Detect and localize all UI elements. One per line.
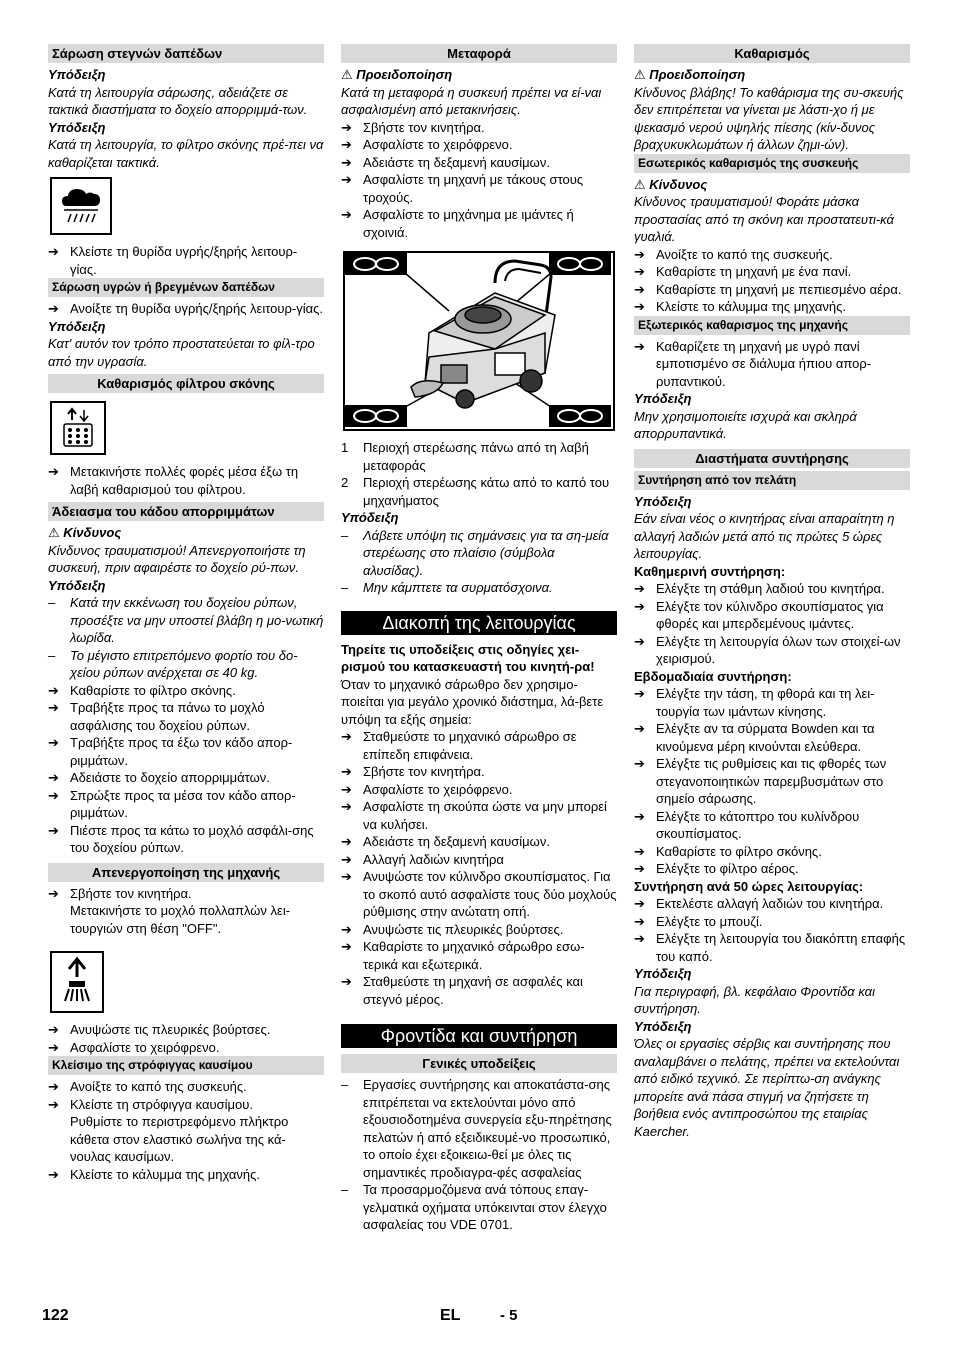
dash-item: – Το μέγιστο επιτρεπόμενο φορτίο του δο-χείου ρύπων ανέρχεται σε 40 kg.: [48, 647, 298, 680]
step-item: ➔ Ελέγξτε τις ρυθμίσεις και τις φθορές των στεγανοποιητικών παρεμβυσμάτων στο σημείο σάρωσης.: [634, 756, 887, 806]
step-item: ➔ Ασφαλίστε το χειρόφρενο.: [341, 781, 513, 797]
figure-legend-item: 2 Περιοχή στερέωσης κάτω από το καπό του μηχανήματος: [341, 475, 610, 508]
sweeper-illustration: [411, 261, 555, 408]
note-text: Κατ' αυτόν τον τρόπο προστατεύεται το φίλ-τρο από την υγρασία.: [48, 336, 315, 369]
section-outer-cleaning: Εξωτερικός καθαρισμος της μηχανής: [634, 316, 910, 335]
danger-label: ⚠ Κίνδυνος: [634, 176, 708, 192]
step-item: ➔ Σπρώξτε προς τα μέσα τον κάδο απορ-ριμμάτων.: [48, 787, 296, 820]
note-label: Υπόδειξη: [48, 67, 106, 82]
note-text: Κατά τη λειτουργία, το φίλτρο σκόνης πρέ-πει να καθαρίζεται τακτικά.: [48, 137, 324, 170]
step-item: ➔ Ελέγξτε τον κύλινδρο σκουπίσματος για φθορές και μπερδεμένους ιμάντες.: [634, 598, 884, 631]
intro-text: Όταν το μηχανικό σάρωθρο δεν χρησιμο-ποιείται για μεγάλο χρονικό διάστημα, λά-βετε υπόψη τα εξής σημεία:: [341, 676, 604, 727]
step-item: ➔ Σταθμεύστε τη μηχανή σε ασφαλές και στεγνό μέρος.: [341, 974, 583, 1007]
page-number: 122: [42, 1307, 69, 1324]
step-item: ➔ Ελέγξτε το κάτοπτρο του κυλίνδρου σκουπίσματος.: [634, 808, 860, 841]
step-item: ➔ Ελέγξτε τη λειτουργία όλων των στοιχεί-ων χειρισμού.: [634, 633, 901, 666]
dry-mode-icon: [50, 177, 112, 235]
warning-text: Κίνδυνος βλάβης! Το καθάρισμα της συ-σκευής δεν επιτρέπεται να γίνεται με λάστι-χο ή με ψεκασμό νερού υψηλής πίεσης (κίν-δυνος βραχυκυκλωμάτων ή άλλων ζημι-ών).: [634, 84, 904, 152]
section-general-notes: Γενικές υποδείξεις: [341, 1054, 617, 1073]
section-dry-sweeping: Σάρωση στεγνών δαπέδων: [48, 44, 324, 63]
step-item: ➔ Αδειάστε τη δεξαμενή καυσίμων.: [341, 154, 550, 170]
section-fuel-valve: Κλείσιμο της στρόφιγγας καυσίμου: [48, 1056, 324, 1075]
section-empty-container: Άδειασμα του κάδου απορριμμάτων: [48, 502, 324, 521]
warning-label: ⚠ Προειδοποίηση: [341, 67, 453, 82]
column-1: [48, 44, 324, 1183]
step-item: ➔ Ελέγξτε το φίλτρο αέρος.: [634, 861, 799, 876]
note-label: Υπόδειξη: [634, 1018, 692, 1034]
dash-item: – Τα προσαρμοζόμενα ανά τόπους επαγ-γελματικά οχήματα υπόκεινται στον έλεγχο ασφαλείας του VDE 0701.: [341, 1182, 607, 1232]
step-item: ➔ Αδειάστε τη δεξαμενή καυσίμων.: [341, 834, 550, 849]
warning-label: ⚠ Προειδοποίηση: [634, 67, 746, 82]
section-cleaning: Καθαρισμός: [634, 44, 910, 63]
note-label: Υπόδειξη: [48, 577, 106, 593]
note-text: Κατά τη λειτουργία σάρωσης, αδειάζετε σε τακτικά διαστήματα το δοχείο απορριμμά-των.: [48, 84, 308, 117]
raise-brush-icon: [50, 951, 104, 1013]
section-inner-cleaning: Εσωτερικός καθαρισμός της συσκευής: [634, 154, 910, 173]
dash-item: – Κατά την εκκένωση του δοχείου ρύπων, προσέξτε να μην υποστεί βλάβη η μο-νωτική λωρίδα.: [48, 595, 324, 645]
dash-item: – Μην κάμπτετε τα συρματόσχοινα.: [341, 580, 553, 595]
sub-page-number: - 5: [500, 1307, 518, 1324]
step-item: ➔ Καθαρίστε το μηχανικό σάρωθρο εσω-τερικά και εξωτερικά.: [341, 939, 585, 972]
step-item: ➔ Κλείστε τη θυρίδα υγρής/ξηρής λειτουρ-γίας.: [48, 244, 298, 277]
step-item: ➔ Εκτελέστε αλλαγή λαδιών του κινητήρα.: [634, 896, 884, 911]
step-item: ➔ Καθαρίστε το φίλτρο σκόνης.: [48, 682, 236, 698]
step-item: ➔ Ελέγξτε το μπουζί.: [634, 913, 763, 929]
section-maintenance-intervals: Διαστήματα συντήρησης: [634, 449, 910, 468]
step-item: ➔ Κλείστε το κάλυμμα της μηχανής.: [634, 299, 847, 314]
chapter-care-maintenance: Φροντίδα και συντήρηση: [341, 1024, 617, 1048]
step-item: ➔ Ασφαλίστε το μηχάνημα με ιμάντες ή σχοινιά.: [341, 207, 574, 240]
note-label: Υπόδειξη: [634, 966, 692, 981]
note-label: Υπόδειξη: [634, 493, 692, 509]
step-item: ➔ Τραβήξτε προς τα έξω τον κάδο απορ-ριμμάτων.: [48, 735, 293, 768]
filter-shake-icon: [50, 401, 106, 455]
section-machine-off: Απενεργοποίηση της μηχανής: [48, 863, 324, 882]
note-text: Όλες οι εργασίες σέρβις και συντήρησης που αναλαμβάνει ο πελάτης, πρέπει να εκτελούνται από ειδικό τεχνικό. Σε περίπτω-ση ανάγκης μπορείτε ανά πάσα στιγμή να ζητήσετε τη βοήθεια ενός αντιπροσώπου της εταιρίας Kaercher.: [634, 1036, 900, 1139]
step-item: ➔ Ανοίξτε το καπό της συσκευής.: [634, 246, 833, 262]
note-label: Υπόδειξη: [341, 510, 399, 525]
step-item: ➔ Κλείστε το κάλυμμα της μηχανής.: [48, 1166, 261, 1182]
section-customer-maintenance: Συντήρηση από τον πελάτη: [634, 471, 910, 490]
section-transport: Μεταφορά: [341, 44, 617, 63]
column-3: [634, 44, 910, 1140]
warning-text: Κατά τη μεταφορά η συσκευή πρέπει να εί-ναι ασφαλισμένη από μετακινήσεις.: [341, 84, 602, 117]
language-code: EL: [440, 1307, 461, 1324]
warning-icon: ⚠: [341, 67, 353, 82]
step-item: ➔ Σβήστε τον κινητήρα.: [48, 885, 192, 901]
step-item: ➔ Ανοίξτε το καπό της συσκευής.: [48, 1079, 247, 1094]
note-text: Εάν είναι νέος ο κινητήρας είναι απαραίτητη η αλλαγή λαδιών μετά από τις πρώτες 5 ώρες λειτουργίας.: [634, 511, 895, 561]
step-item: ➔ Ασφαλίστε τη σκούπα ώστε να μην μπορεί να κυλήσει.: [341, 799, 607, 832]
dash-item: – Λάβετε υπόψη τις σημάνσεις για τα ση-μεία στερέωσης στο πλαίσιο (σύμβολα αλυσίδας).: [341, 527, 609, 578]
step-item: ➔ Ελέγξτε τη στάθμη λαδιού του κινητήρα.: [634, 581, 885, 596]
danger-text: Κίνδυνος τραυματισμού! Απενεργοποιήστε τη συσκευή, πριν αφαιρέστε το δοχείο ρύ-πων.: [48, 542, 306, 575]
step-item: ➔ Ασφαλίστε το χειρόφρενο.: [341, 137, 513, 152]
note-label: Υπόδειξη: [48, 119, 106, 135]
step-item: ➔ Ασφαλίστε τη μηχανή με τάκους στους τροχούς.: [341, 172, 584, 205]
step-item: ➔ Σβήστε τον κινητήρα.: [341, 764, 485, 779]
step-item: ➔ Ελέγξτε τη λειτουργία του διακόπτη επαφής του καπό.: [634, 931, 906, 964]
warning-icon: ⚠: [634, 67, 646, 82]
danger-label: ⚠ Κίνδυνος: [48, 525, 122, 540]
step-item: ➔ Κλείστε τη στρόφιγγα καυσίμου.: [48, 1096, 253, 1112]
step-item: ➔ Ανυψώστε τον κύλινδρο σκουπίσματος. Για το σκοπό αυτό ασφαλίστε τους δύο μοχλούς ρύθμισης στην ανώτατη οπή.: [341, 869, 617, 919]
fifty-hours-label: Συντήρηση ανά 50 ώρες λειτουργίας:: [634, 878, 864, 894]
section-wet-sweeping: Σάρωση υγρών ή βρεγμένων δαπέδων: [48, 278, 324, 297]
step-item: ➔ Σβήστε τον κινητήρα.: [341, 119, 485, 135]
transport-figure: [343, 251, 615, 431]
note-text: Για περιγραφή, βλ. κεφάλαιο Φροντίδα και συντήρηση.: [634, 983, 875, 1016]
section-filter-cleaning: Καθαρισμός φίλτρου σκόνης: [48, 374, 324, 393]
note-label: Υπόδειξη: [634, 391, 692, 406]
step-item: ➔ Πιέστε προς τα κάτω το μοχλό ασφάλι-σης του δοχείου ρύπων.: [48, 822, 314, 855]
warning-icon: ⚠: [634, 176, 646, 192]
figure-legend-item: 1 Περιοχή στερέωσης πάνω από τη λαβή μεταφοράς: [341, 440, 589, 473]
note-text: Μην χρησιμοποιείτε ισχυρά και σκληρά απορρυπαντικά.: [634, 408, 857, 441]
step-item: ➔ Καθαρίστε τη μηχανή με πεπιεσμένο αέρα.: [634, 281, 902, 297]
dash-item: – Εργασίες συντήρησης και αποκατάστα-σης επιτρέπεται να εκτελούνται μόνο από εξουσιοδοτημένα συνεργεία εξυ-πηρέτησης πελατών ή από εξειδικευμέ-νο προσωπικό, το οποίο έχει εξοικειω-θεί με όλες τις σημαντικές προδιαγρα-φές ασφαλείας: [341, 1077, 612, 1180]
danger-text: Κίνδυνος τραυματισμού! Φοράτε μάσκα προστασίας από τη σκόνη και προστατευτι-κά γυαλιά.: [634, 194, 894, 244]
step-continuation: Μετακινήστε το μοχλό πολλαπλών λει-τουργιών στη θέση "OFF".: [70, 903, 291, 936]
step-continuation: Ρυθμίστε το περιστρεφόμενο πλήκτρο κάθετα στον ελαστικό σωλήνα της κά-νουλας καυσίμων.: [70, 1114, 289, 1164]
step-item: ➔ Τραβήξτε προς τα πάνω το μοχλό ασφάλισης του δοχείου ρύπων.: [48, 700, 265, 733]
step-item: ➔ Ανυψώστε τις πλευρικές βούρτσες.: [48, 1022, 271, 1037]
step-item: ➔ Μετακινήστε πολλές φορές μέσα έξω τη λαβή καθαρισμού του φίλτρου.: [48, 464, 299, 497]
weekly-label: Εβδομαδιαία συντήρηση:: [634, 668, 792, 684]
bold-intro: Τηρείτε τις υποδείξεις στις οδηγίες χει-ρισμού του κατασκευαστή του κινητή-ρα!: [341, 641, 595, 674]
step-item: ➔ Ελέγξτε την τάση, τη φθορά και τη λει-τουργία των ιμάντων κίνησης.: [634, 686, 875, 719]
step-item: ➔ Καθαρίστε το φίλτρο σκόνης.: [634, 843, 822, 859]
daily-label: Καθημερινή συντήρηση:: [634, 563, 786, 579]
column-2: [341, 44, 617, 1234]
step-item: ➔ Ανυψώστε τις πλευρικές βούρτσες.: [341, 921, 564, 937]
warning-icon: ⚠: [48, 525, 60, 540]
chapter-shutdown: Διακοπή της λειτουργίας: [341, 611, 617, 635]
step-item: ➔ Ανοίξτε τη θυρίδα υγρής/ξηρής λειτουρ-γίας.: [48, 301, 324, 316]
step-item: ➔ Αλλαγή λαδιών κινητήρα: [341, 851, 504, 867]
step-item: ➔ Ασφαλίστε το χειρόφρενο.: [48, 1039, 220, 1055]
step-item: ➔ Αδειάστε το δοχείο απορριμμάτων.: [48, 770, 270, 785]
step-item: ➔ Καθαρίζετε τη μηχανή με υγρό πανί εμποτισμένο σε διάλυμα ήπιου απορ-ρυπαντικού.: [634, 338, 872, 389]
step-item: ➔ Ελέγξτε αν τα σύρματα Bowden και τα κινούμενα μέρη κινούνται ελεύθερα.: [634, 721, 875, 754]
note-label: Υπόδειξη: [48, 318, 106, 334]
step-item: ➔ Σταθμεύστε το μηχανικό σάρωθρο σε επίπεδη επιφάνεια.: [341, 729, 577, 762]
step-item: ➔ Καθαρίστε τη μηχανή με ένα πανί.: [634, 264, 852, 279]
